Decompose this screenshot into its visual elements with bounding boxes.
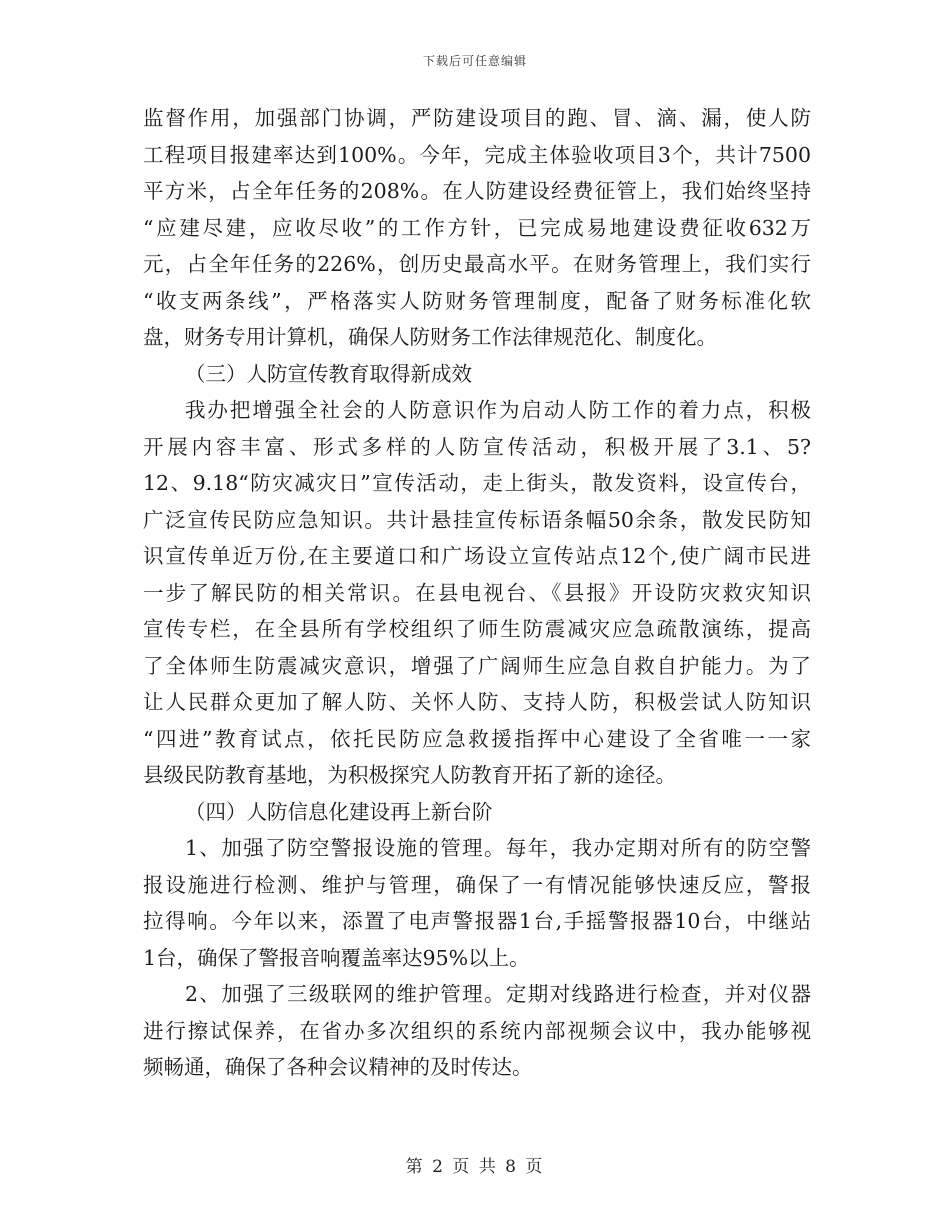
paragraph [143,830,811,976]
text-line: 让人民群众更加了解人防、关怀人防、支持人防，积极尝试人防知识 [143,690,811,714]
paragraph-continuation [143,100,811,356]
text-line: 报设施进行检测、维护与管理，确保了一有情况能够快速反应，警报 [143,872,811,897]
text-line: 元，占全年任务的226%，创历史最高水平。在财务管理上，我们实行 [143,252,811,276]
text-line: 我办把增强全社会的人防意识作为启动人防工作的着力点，积极 [185,398,811,422]
paragraph [143,392,811,794]
text-line: 了全体师生防震减灾意识，增强了广阔师生应急自救自护能力。为了 [143,653,811,678]
text-line: 一步了解民防的相关常识。在县电视台、《县报》开设防灾救灾知识 [143,580,811,605]
text-line: 开展内容丰富、形式多样的人防宣传活动，积极开展了3.1、5? [143,434,811,459]
text-line: 1台，确保了警报音响覆盖率达95%以上。 [143,945,530,970]
text-line: 2、加强了三级联网的维护管理。定期对线路进行检查，并对仪器 [185,982,811,1006]
section-heading [143,794,811,831]
text-line: 拉得响。今年以来，添置了电声警报器1台,手摇警报器10台，中继站 [143,909,811,933]
page-number: 第 2 页 共 8 页 [405,1157,545,1177]
text-line: 盘，财务专用计算机，确保人防财务工作法律规范化、制度化。 [143,325,717,349]
text-line: 工程项目报建率达到100%。今年，完成主体验收项目3个，共计7500 [143,142,811,167]
text-line: “收支两条线”，严格落实人防财务管理制度，配备了财务标准化软 [143,288,811,313]
text-line: “应建尽建，应收尽收”的工作方针，已完成易地建设费征收632万 [143,215,811,240]
text-line: “四进”教育试点，依托民防应急救援指挥中心建设了全省唯一一家 [143,726,811,751]
text-line: 广泛宣传民防应急知识。共计悬挂宣传标语条幅50余条，散发民防知 [143,507,811,532]
text-line: 12、9.18“防灾减灾日”宣传活动，走上街头，散发资料，设宣传台， [143,471,811,495]
paragraph [143,976,811,1086]
text-line: 频畅通，确保了各种会议精神的及时传达。 [143,1055,533,1079]
text-line: 进行擦试保养，在省办多次组织的系统内部视频会议中，我办能够视 [143,1018,811,1043]
section-heading [143,356,811,393]
text-line: 监督作用，加强部门协调，严防建设项目的跑、冒、滴、漏，使人防 [143,106,811,130]
text-line: 1、加强了防空警报设施的管理。每年，我办定期对所有的防空警 [185,836,811,860]
text-line: 县级民防教育基地，为积极探究人防教育开拓了新的途径。 [143,763,676,787]
text-line: 识宣传单近万份,在主要道口和广场设立宣传站点12个,使广阔市民进 [143,544,811,568]
text-line: 宣传专栏，在全县所有学校组织了师生防震减灾应急疏散演练，提高 [143,617,811,641]
page-header: 下载后可任意编辑 [422,54,527,68]
heading-text: （三）人防宣传教育取得新成效 [185,361,472,386]
text-line: 平方米，占全年任务的208%。在人防建设经费征管上，我们始终坚持 [143,179,811,203]
document-body [143,100,811,1086]
heading-text: （四）人防信息化建设再上新台阶 [185,799,493,824]
